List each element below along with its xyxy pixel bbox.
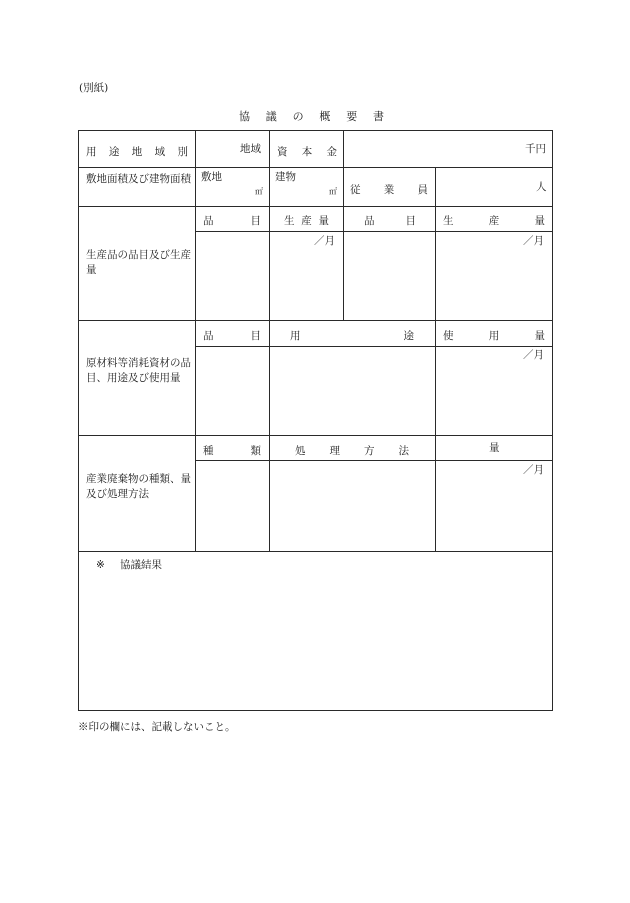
area-label: 敷地面積及び建物面積 bbox=[86, 173, 191, 185]
title-char: 要 bbox=[346, 110, 358, 123]
materials-col-use: 用 途 bbox=[290, 330, 414, 342]
title-char: 議 bbox=[265, 110, 277, 123]
products-label: 生産品の品目及び生産量 bbox=[86, 249, 191, 277]
materials-per-month: ／月 bbox=[523, 349, 544, 361]
footer-note: ※印の欄には、記載しないこと。 bbox=[78, 721, 236, 733]
materials-col-item: 品 目 bbox=[203, 330, 261, 342]
products-col-item-2: 品 目 bbox=[364, 215, 416, 227]
materials-col-amount: 使 用 量 bbox=[443, 330, 545, 342]
employees-unit: 人 bbox=[536, 181, 547, 193]
employees-label: 従 業 員 bbox=[350, 184, 428, 196]
products-per-month-2: ／月 bbox=[523, 235, 544, 247]
capital-unit: 千円 bbox=[525, 143, 546, 155]
waste-label: 産業廃棄物の種類、量及び処理方法 bbox=[86, 473, 191, 501]
materials-label: 原材料等消耗資材の品目、用途及び使用量 bbox=[86, 357, 191, 385]
district-unit: 地域 bbox=[240, 143, 261, 155]
site-area-unit: ㎡ bbox=[255, 187, 263, 196]
use-district-label: 用 途 地 域 別 bbox=[86, 146, 188, 158]
title-char: 概 bbox=[319, 110, 331, 123]
products-per-month-1: ／月 bbox=[314, 235, 335, 247]
title-char: 協 bbox=[239, 110, 250, 123]
result-mark: ※ bbox=[96, 559, 105, 571]
waste-col-method: 処 理 方 法 bbox=[295, 445, 409, 457]
title-char: の bbox=[292, 110, 304, 123]
products-col-output: 生 産 量 bbox=[284, 215, 329, 227]
building-area-unit: ㎡ bbox=[329, 187, 337, 196]
site-label: 敷地 bbox=[201, 171, 222, 183]
title-char: 書 bbox=[372, 110, 384, 123]
building-label: 建物 bbox=[275, 171, 296, 183]
products-col-item: 品 目 bbox=[203, 215, 261, 227]
capital-label: 資 本 金 bbox=[277, 146, 337, 158]
attachment-label: (別紙) bbox=[79, 82, 109, 94]
waste-col-amount: 量 bbox=[489, 442, 500, 454]
products-col-output-2: 生 産 量 bbox=[443, 215, 545, 227]
waste-col-type: 種 類 bbox=[203, 445, 261, 457]
document-title bbox=[239, 108, 384, 124]
result-label: 協議結果 bbox=[120, 559, 162, 571]
waste-per-month: ／月 bbox=[523, 464, 544, 476]
